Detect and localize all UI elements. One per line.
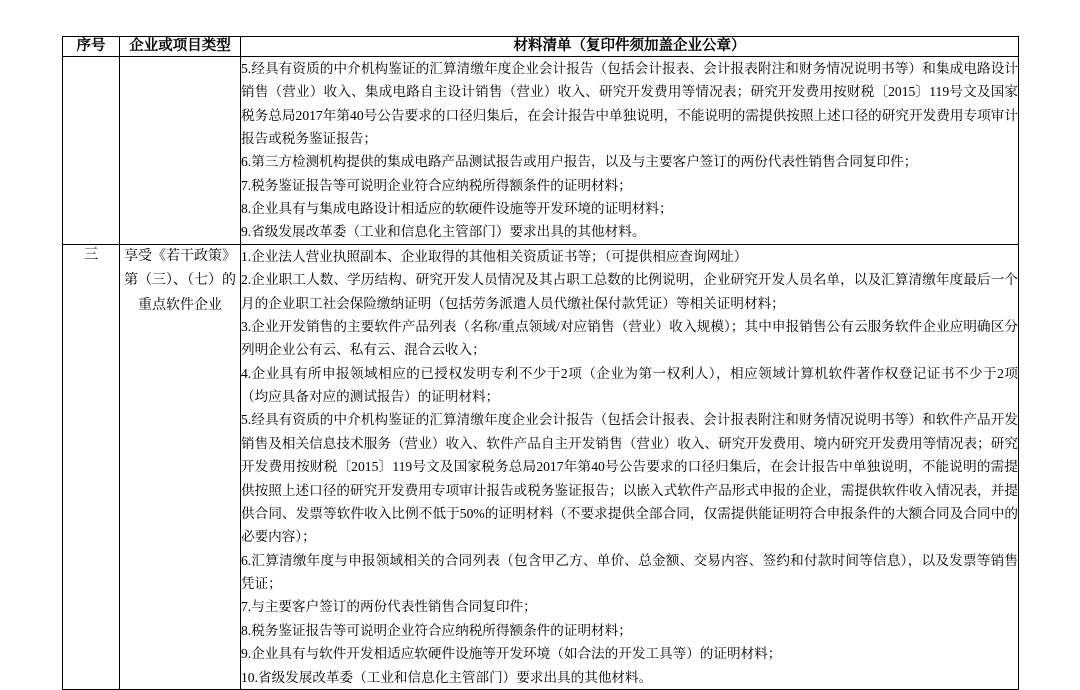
row-material-list — [241, 244, 1019, 689]
requirements-table — [62, 36, 1019, 690]
table-row — [63, 244, 1019, 689]
list-item: 3.企业开发销售的主要软件产品列表（名称/重点领域/对应销售（营业）收入规模）；其中申报销售公有云服务软件企业应明确区分列明企业公有云、私有云、混合云收入； — [241, 318, 1018, 358]
table-row — [63, 56, 1019, 244]
column-header-type: 企业或项目类型 — [120, 37, 241, 57]
column-header-list: 材料清单（复印件须加盖企业公章） — [241, 37, 1019, 57]
row-type: 享受《若干政策》第（三）、（七）的重点软件企业 — [120, 244, 241, 689]
list-item: 6.第三方检测机构提供的集成电路产品测试报告或用户报告，以及与主要客户签订的两份代表性销售合同复印件； — [241, 154, 918, 170]
list-item: 6.汇算清缴年度与申报领域相关的合同列表（包含甲乙方、单价、总金额、交易内容、签约和付款时间等信息），以及发票等销售凭证； — [241, 552, 1018, 592]
list-item: 10.省级发展改革委（工业和信息化主管部门）要求出具的其他材料。 — [241, 669, 653, 685]
table-header-row — [63, 37, 1019, 57]
list-item: 1.企业法人营业执照副本、企业取得的其他相关资质证书等；（可提供相应查询网址） — [241, 248, 748, 264]
column-header-seq: 序号 — [63, 37, 120, 57]
list-item: 7.与主要客户签订的两份代表性销售合同复印件； — [241, 599, 537, 615]
list-item: 9.企业具有与软件开发相适应软硬件设施等开发环境（如合法的开发工具等）的证明材料； — [241, 646, 782, 662]
row-sequence: 三 — [63, 244, 120, 689]
row-sequence — [63, 56, 120, 244]
list-item: 2.企业职工人数、学历结构、研究开发人员情况及其占职工总数的比例说明，企业研究开发人员名单，以及汇算清缴年度最后一个月的企业职工社会保险缴纳证明（包括劳务派遣人员代缴社保付款凭证）等相关证明材料； — [241, 272, 1018, 311]
list-item: 5.经具有资质的中介机构鉴证的汇算清缴年度企业会计报告（包括会计报表、会计报表附注和财务情况说明书等）和集成电路设计销售（营业）收入、集成电路自主设计销售（营业）收入、研究开发费用等情况表；研究开发费用按财税〔2015〕119号文及国家税务总局2017年第40号公告要求的口径归集后，在会计报告中单独说明，不能说明的需提供按照上述口径的研究开发费用专项审计报告或税务鉴证报告； — [241, 60, 1018, 146]
list-item: 9.省级发展改革委（工业和信息化主管部门）要求出具的其他材料。 — [241, 224, 646, 240]
row-type — [120, 56, 241, 244]
row-material-list — [241, 56, 1019, 244]
list-item: 7.税务鉴证报告等可说明企业符合应纳税所得额条件的证明材料； — [241, 177, 632, 193]
list-item: 5.经具有资质的中介机构鉴证的汇算清缴年度企业会计报告（包括会计报表、会计报表附注和财务情况说明书等）和软件产品开发销售及相关信息技术服务（营业）收入、软件产品自主开发销售（营业）收入、研究开发费用、境内研究开发费用等情况表；研究开发费用按财税〔2015〕119号文及国家税务总局2017年第40号公告要求的口径归集后，在会计报告中单独说明，不能说明的需提供按照上述口径的研究开发费用专项审计报告或税务鉴证报告；以嵌入式软件产品形式申报的企业，需提供软件收入情况表，并提供合同、发票等软件收入比例不低于50%的证明材料（不要求提供全部合同，仅需提供能证明符合申报条件的大额合同及合同中的必要内容）； — [241, 412, 1018, 545]
list-item: 4.企业具有所申报领域相应的已授权发明专利不少于2项（企业为第一权利人），相应领域计算机软件著作权登记证书不少于2项（均应具备对应的测试报告）的证明材料； — [241, 365, 1018, 405]
list-item: 8.企业具有与集成电路设计相适应的软硬件设施等开发环境的证明材料； — [241, 201, 673, 217]
list-item: 8.税务鉴证报告等可说明企业符合应纳税所得额条件的证明材料； — [241, 622, 632, 638]
